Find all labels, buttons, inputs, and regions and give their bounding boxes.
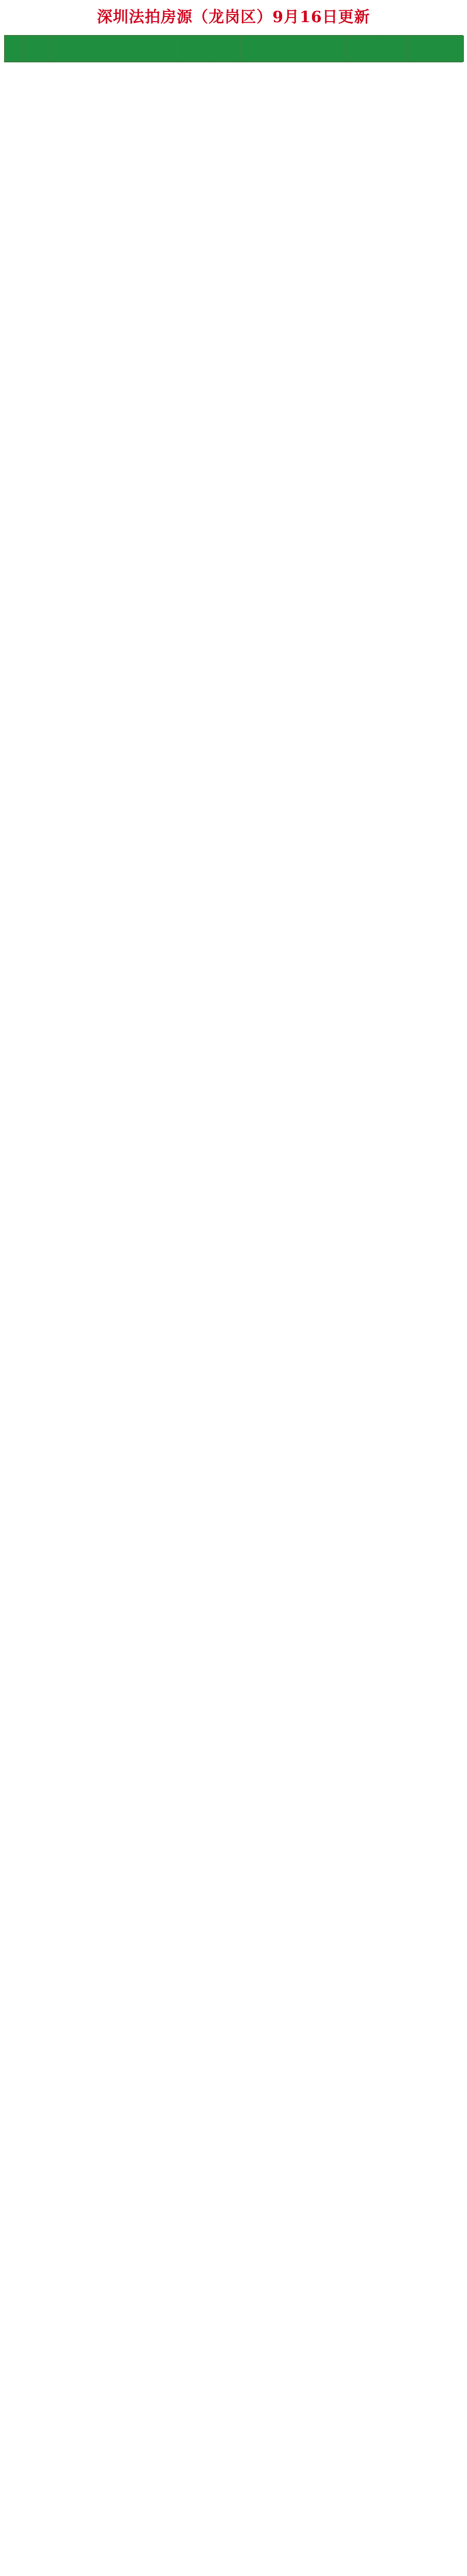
header-cell <box>378 36 409 62</box>
header-cell <box>272 36 304 62</box>
page-title: 深圳法拍房源（龙岗区）9月16日更新 <box>97 8 370 26</box>
table-header <box>5 36 464 62</box>
listing-table <box>4 35 463 62</box>
header-cell <box>23 36 50 62</box>
header-cell <box>304 36 347 62</box>
header-cell <box>5 36 23 62</box>
header-row <box>5 36 464 62</box>
header-cell <box>210 36 241 62</box>
listing-table-grid <box>5 36 464 62</box>
header-cell <box>50 36 178 62</box>
header-cell <box>347 36 378 62</box>
header-cell <box>409 36 464 62</box>
header-cell <box>178 36 210 62</box>
header-cell <box>241 36 272 62</box>
